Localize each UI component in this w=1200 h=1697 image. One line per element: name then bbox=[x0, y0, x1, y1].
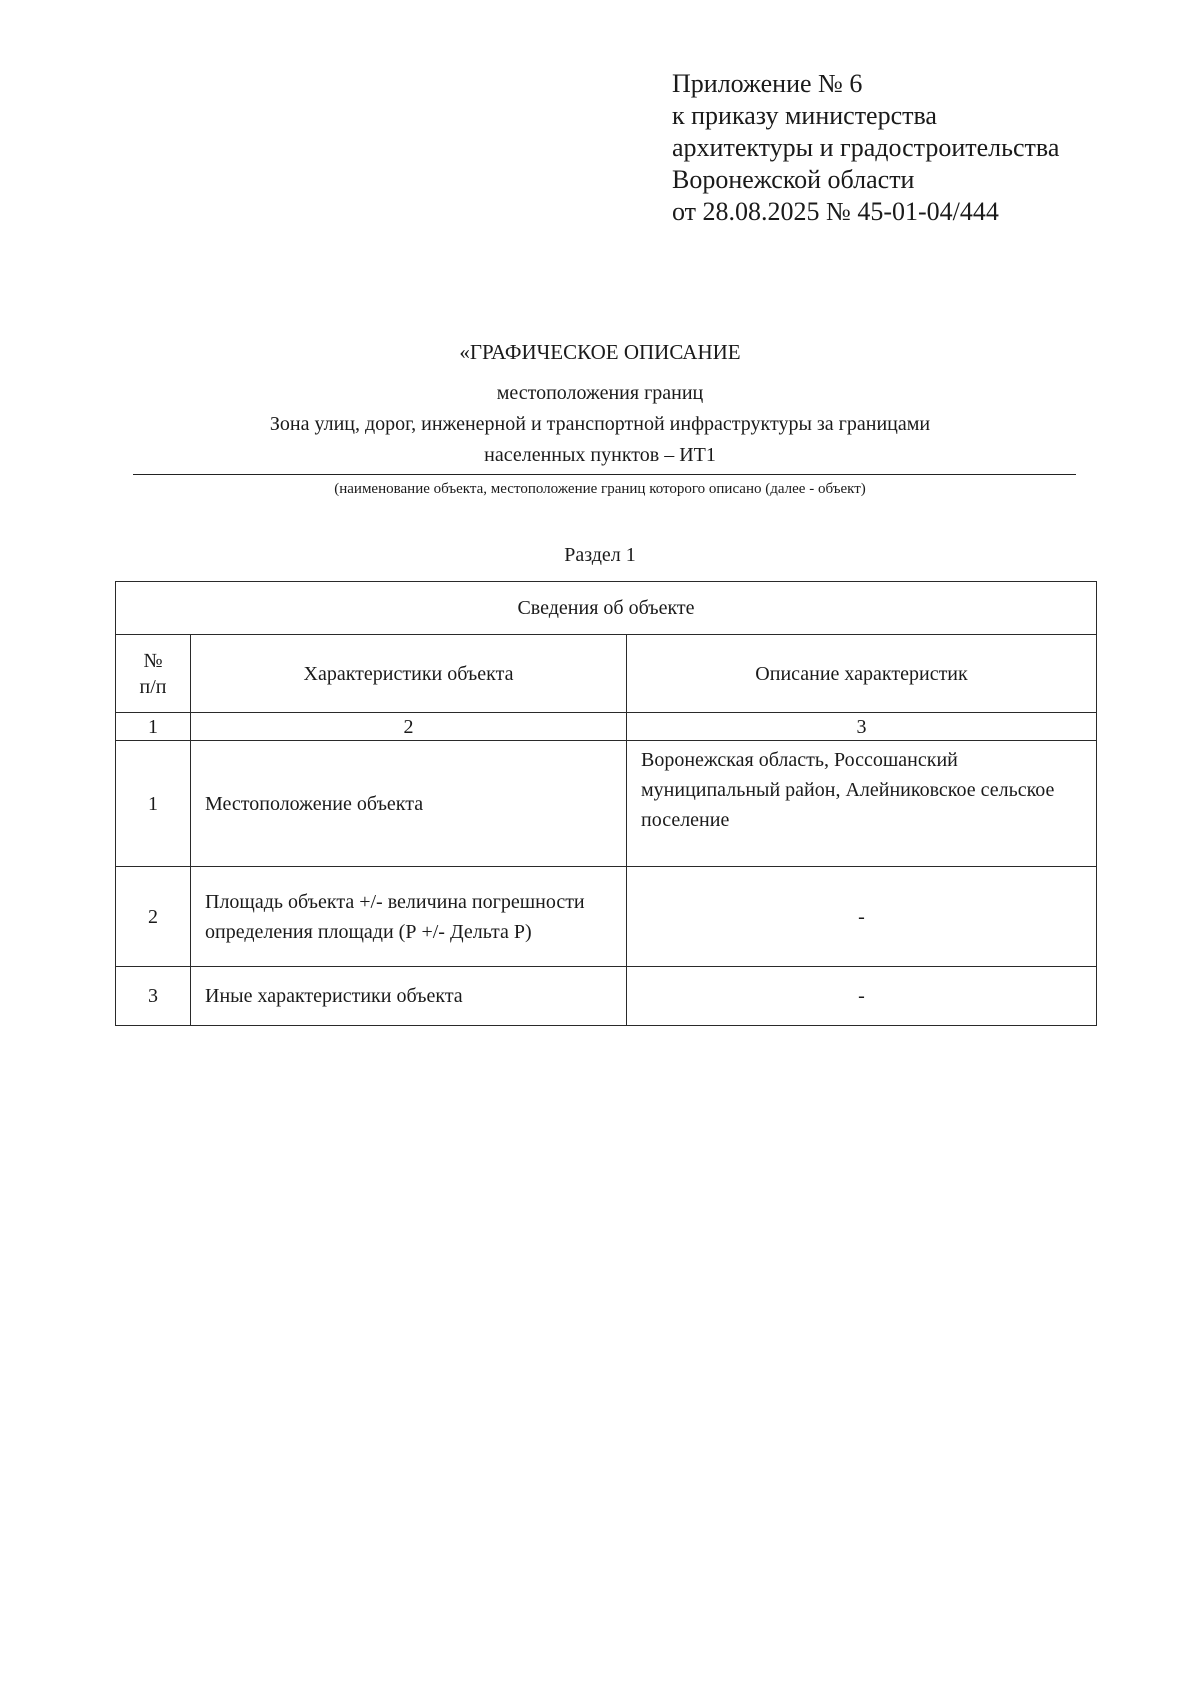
row-number: 3 bbox=[116, 967, 191, 1026]
table-row bbox=[116, 967, 1097, 1026]
column-number-row bbox=[116, 713, 1097, 741]
document-title: «ГРАФИЧЕСКОЕ ОПИСАНИЕ bbox=[459, 340, 741, 364]
table-row bbox=[116, 867, 1097, 967]
row-characteristic: Площадь объекта +/- величина погрешности определения площади (Р +/- Дельта Р) bbox=[191, 867, 627, 967]
column-number: 2 bbox=[191, 713, 627, 741]
appendix-line: к приказу министерства bbox=[672, 101, 937, 130]
object-caption: (наименование объекта, местоположение границ которого описано (далее - объект) bbox=[334, 481, 866, 497]
column-number: 1 bbox=[116, 713, 191, 741]
document-subtitle bbox=[0, 378, 1200, 471]
appendix-line: Воронежской области bbox=[672, 165, 915, 194]
appendix-line: от 28.08.2025 № 45-01-04/444 bbox=[672, 197, 999, 226]
appendix-line: Приложение № 6 bbox=[672, 69, 863, 98]
table-title: Сведения об объекте bbox=[116, 582, 1097, 635]
subtitle-line: местоположения границ bbox=[496, 382, 704, 404]
header-num bbox=[116, 635, 191, 713]
column-number: 3 bbox=[627, 713, 1097, 741]
row-number: 1 bbox=[116, 741, 191, 867]
appendix-line: архитектуры и градостроительства bbox=[672, 133, 1060, 162]
header-num-line: п/п bbox=[139, 675, 167, 698]
row-description: Воронежская область, Россошанский муниципальный район, Алейниковское сельское поселение bbox=[627, 741, 1097, 867]
header-description: Описание характеристик bbox=[627, 635, 1097, 713]
row-number: 2 bbox=[116, 867, 191, 967]
row-description: - bbox=[627, 867, 1097, 967]
header-characteristics: Характеристики объекта bbox=[191, 635, 627, 713]
underline-divider bbox=[133, 474, 1076, 475]
table-header-row bbox=[116, 635, 1097, 713]
row-characteristic: Иные характеристики объекта bbox=[191, 967, 627, 1026]
row-characteristic: Местоположение объекта bbox=[191, 741, 627, 867]
subtitle-line: населенных пунктов – ИТ1 bbox=[484, 444, 716, 466]
header-num-line: № bbox=[143, 649, 163, 672]
subtitle-line: Зона улиц, дорог, инженерной и транспортной инфраструктуры за границами bbox=[269, 413, 931, 435]
table-title-row bbox=[116, 582, 1097, 635]
object-info-table bbox=[115, 581, 1097, 1026]
appendix-reference bbox=[672, 68, 1059, 228]
table-row bbox=[116, 741, 1097, 867]
row-description: - bbox=[627, 967, 1097, 1026]
section-heading: Раздел 1 bbox=[564, 544, 636, 566]
